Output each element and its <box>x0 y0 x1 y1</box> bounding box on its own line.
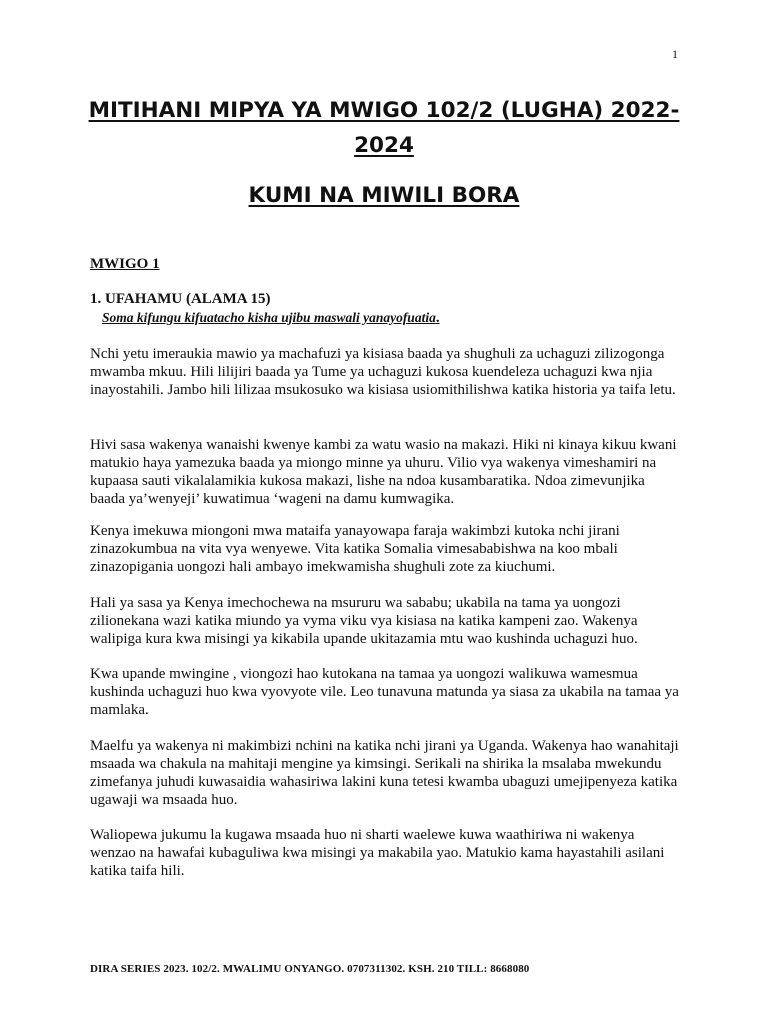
question-heading: 1. UFAHAMU (ALAMA 15) <box>90 291 271 307</box>
instruction-period: . <box>435 310 440 326</box>
instruction-text: Soma kifungu kifuatacho kisha ujibu maswali yanayofuatia <box>102 310 436 325</box>
paragraph: Hivi sasa wakenya wanaishi kwenye kambi za watu wasio na makazi. Hiki ni kinaya kikuu kwani matukio haya yamezuka baada ya miongo minne ya uhuru. Vilio vya wakenya vimeshamiri na kupaasa sauti vikalalamikia kukosa makazi, lishe na ndoa kusambaratika. Ndoa zimevunjika baada ya’wenyeji’ kuwatimua ‘wageni na damu kumwagika. <box>90 437 677 507</box>
question-instruction <box>102 310 694 327</box>
paragraph: Kenya imekuwa miongoni mwa mataifa yanayowapa faraja wakimbzi kutoka nchi jirani zinazokumbua na vita vya wenyewe. Vita katika Somalia vimesababishwa na koo mbali zinazopigania uongozi hali ambayo imekwamisha shughuli zote za kiuchumi. <box>90 523 620 575</box>
paragraph: Hali ya sasa ya Kenya imechochewa na msururu wa sababu; ukabila na tama ya uongozi zilionekana wazi katika miundo ya vyma viku vya kisiasa na katika kampeni zao. Wakenya walipiga kura kwa misingi ya kikabila upande ukitazamia mtu wao kushinda uchaguzi huo. <box>90 595 638 647</box>
paragraph: Waliopewa jukumu la kugawa msaada huo ni sharti waelewe kuwa waathiriwa ni wakenya wenzao na hawafai kubaguliwa kwa misingi ya makabila yao. Matukio kama hayastahili asilani katika taifa hili. <box>90 827 665 879</box>
document-subtitle: KUMI NA MIWILI BORA <box>248 183 520 208</box>
page-number: 1 <box>672 47 678 61</box>
document-title: MITIHANI MIPYA YA MWIGO 102/2 (LUGHA) 2022-2024 <box>88 98 680 158</box>
paragraph: Kwa upande mwingine , viongozi hao kutokana na tamaa ya uongozi walikuwa wamesmua kushinda uchaguzi huo kwa vyovyote vile. Leo tunavuna matunda ya siasa za ukabila na tamaa ya mamlaka. <box>90 666 679 718</box>
page-footer: DIRA SERIES 2023. 102/2. MWALIMU ONYANGO. 0707311302. KSH. 210 TILL: 8668080 <box>90 963 530 975</box>
section-heading: MWIGO 1 <box>90 256 160 272</box>
paragraph: Nchi yetu imeraukia mawio ya machafuzi ya kisiasa baada ya shughuli za uchaguzi zilizogonga mwamba mkuu. Hili lilijiri baada ya Tume ya uchaguzi kukosa kuendeleza uchaguzi kwa njia inayostahili. Jambo hili lilizaa msukosuko wa kisiasa usiomithilishwa katika historia ya taifa letu. <box>90 346 676 398</box>
paragraph: Maelfu ya wakenya ni makimbizi nchini na katika nchi jirani ya Uganda. Wakenya hao wanahitaji msaada wa chakula na mahitaji mengine ya kimsingi. Serikali na shirika la msalaba mwekundu zimefanya juhudi kuwasaidia wahasiriwa lakini kuna tetesi kwamba ubaguzi umejipenyeza katika ugawaji wa msaada huo. <box>90 738 679 808</box>
